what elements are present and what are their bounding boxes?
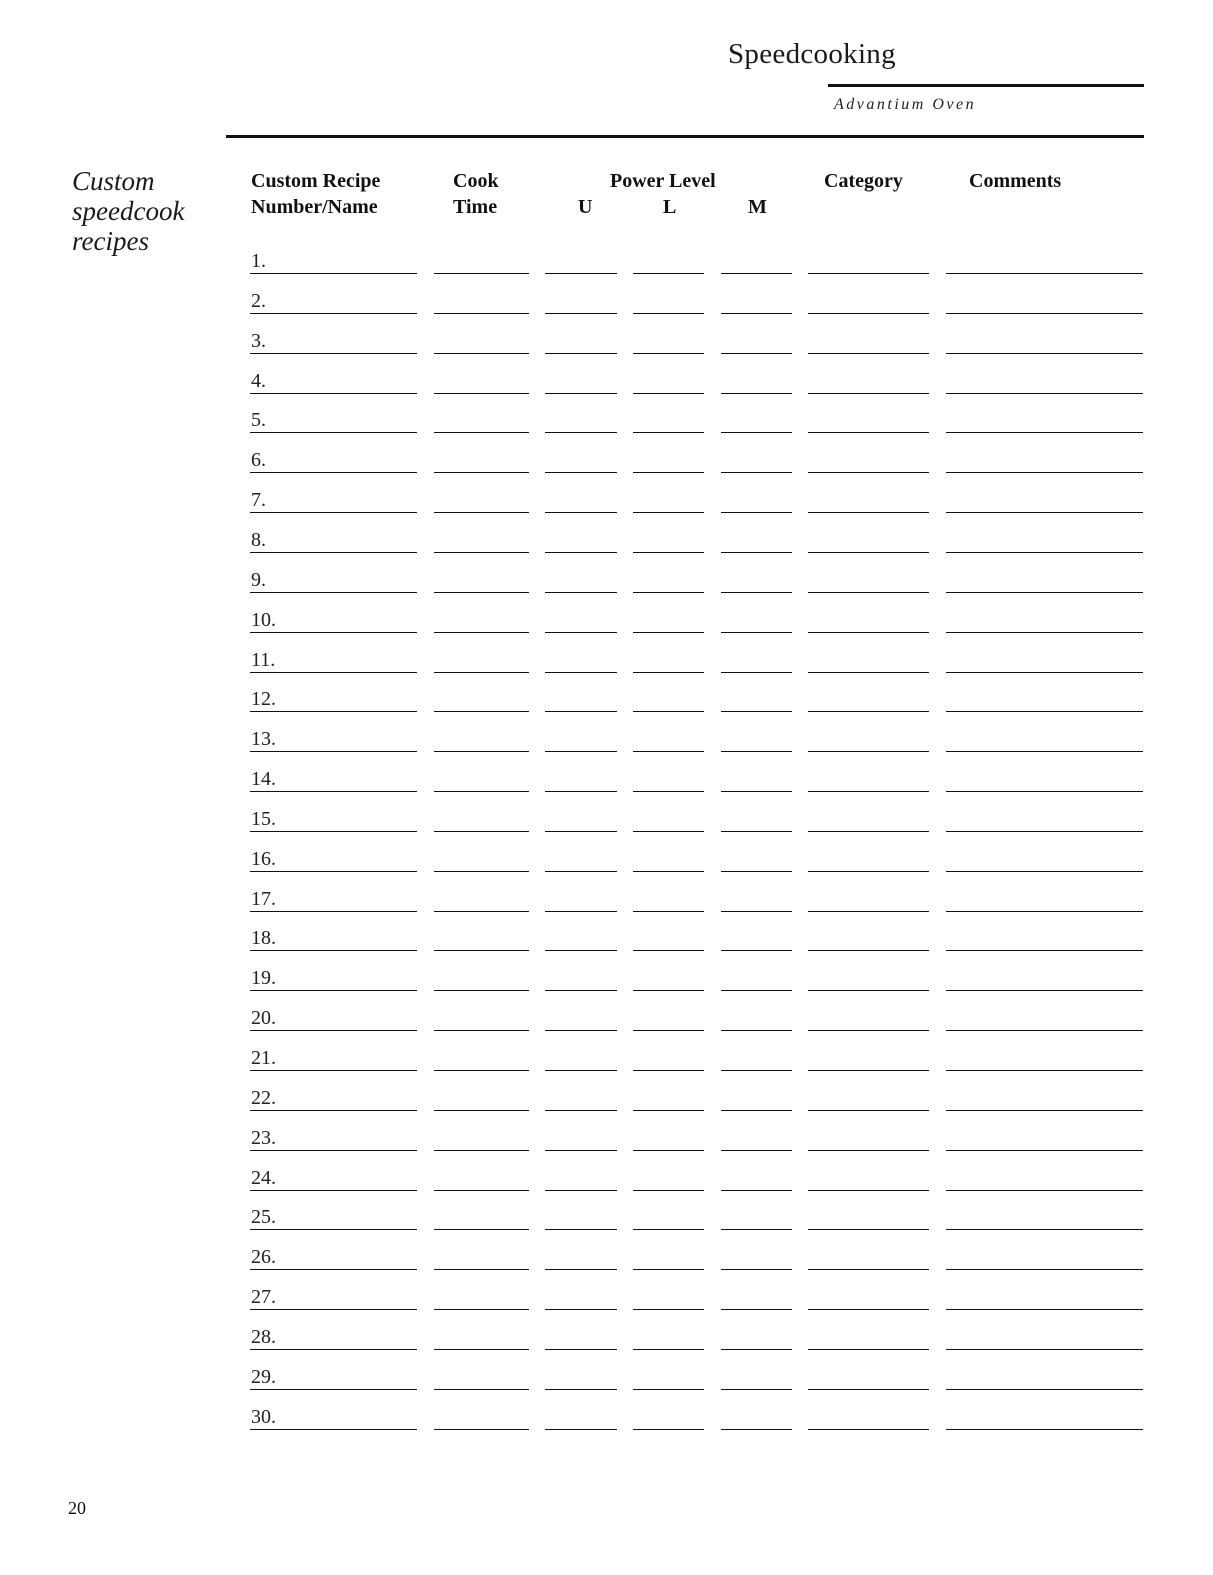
- row-number: 19.: [251, 967, 276, 989]
- power-u-line[interactable]: [545, 472, 617, 473]
- power-l-line[interactable]: [633, 632, 704, 633]
- category-line[interactable]: [808, 1309, 929, 1310]
- power-l-line[interactable]: [633, 273, 704, 274]
- power-m-line[interactable]: [721, 950, 792, 951]
- comments-line[interactable]: [946, 1030, 1143, 1031]
- recipe-name-line[interactable]: [250, 1349, 417, 1350]
- cook-time-line[interactable]: [434, 1070, 529, 1071]
- power-l-line[interactable]: [633, 1190, 704, 1191]
- category-line[interactable]: [808, 1110, 929, 1111]
- page-subtitle: Advantium Oven: [834, 96, 977, 113]
- power-m-line[interactable]: [721, 1110, 792, 1111]
- row-number: 2.: [251, 290, 266, 312]
- comments-line[interactable]: [946, 791, 1143, 792]
- category-line[interactable]: [808, 1389, 929, 1390]
- cook-time-line[interactable]: [434, 472, 529, 473]
- row-number: 10.: [251, 609, 276, 631]
- row-number: 9.: [251, 569, 266, 591]
- recipe-name-line[interactable]: [250, 552, 417, 553]
- power-m-line[interactable]: [721, 552, 792, 553]
- category-line[interactable]: [808, 1150, 929, 1151]
- row-number: 22.: [251, 1087, 276, 1109]
- category-line[interactable]: [808, 871, 929, 872]
- category-line[interactable]: [808, 592, 929, 593]
- power-m-line[interactable]: [721, 273, 792, 274]
- column-header-category: Category: [824, 170, 903, 192]
- recipe-name-line[interactable]: [250, 1389, 417, 1390]
- recipe-name-line[interactable]: [250, 1190, 417, 1191]
- category-line[interactable]: [808, 313, 929, 314]
- power-u-line[interactable]: [545, 711, 617, 712]
- cook-time-line[interactable]: [434, 911, 529, 912]
- power-l-line[interactable]: [633, 672, 704, 673]
- category-line[interactable]: [808, 1190, 929, 1191]
- row-number: 30.: [251, 1406, 276, 1428]
- comments-line[interactable]: [946, 1269, 1143, 1270]
- comments-line[interactable]: [946, 1110, 1143, 1111]
- category-line[interactable]: [808, 1070, 929, 1071]
- comments-line[interactable]: [946, 1309, 1143, 1310]
- power-m-line[interactable]: [721, 1309, 792, 1310]
- power-l-line[interactable]: [633, 1389, 704, 1390]
- comments-line[interactable]: [946, 831, 1143, 832]
- power-m-line[interactable]: [721, 831, 792, 832]
- row-number: 25.: [251, 1206, 276, 1228]
- recipe-name-line[interactable]: [250, 1110, 417, 1111]
- power-m-line[interactable]: [721, 871, 792, 872]
- power-u-line[interactable]: [545, 1190, 617, 1191]
- power-m-line[interactable]: [721, 751, 792, 752]
- row-number: 3.: [251, 330, 266, 352]
- row-number: 23.: [251, 1127, 276, 1149]
- row-number: 24.: [251, 1167, 276, 1189]
- recipe-name-line[interactable]: [250, 472, 417, 473]
- comments-line[interactable]: [946, 353, 1143, 354]
- category-line[interactable]: [808, 990, 929, 991]
- cook-time-line[interactable]: [434, 432, 529, 433]
- recipe-name-line[interactable]: [250, 1030, 417, 1031]
- recipe-name-line[interactable]: [250, 1429, 417, 1430]
- recipe-name-line[interactable]: [250, 791, 417, 792]
- power-m-line[interactable]: [721, 990, 792, 991]
- power-m-line[interactable]: [721, 313, 792, 314]
- power-u-line[interactable]: [545, 1229, 617, 1230]
- cook-time-line[interactable]: [434, 791, 529, 792]
- power-u-line[interactable]: [545, 1429, 617, 1430]
- column-header-cook-line1: Cook: [453, 170, 499, 192]
- power-u-line[interactable]: [545, 1309, 617, 1310]
- row-number: 20.: [251, 1007, 276, 1029]
- category-line[interactable]: [808, 1429, 929, 1430]
- power-m-line[interactable]: [721, 632, 792, 633]
- power-l-line[interactable]: [633, 432, 704, 433]
- category-line[interactable]: [808, 1229, 929, 1230]
- comments-line[interactable]: [946, 432, 1143, 433]
- comments-line[interactable]: [946, 273, 1143, 274]
- recipe-name-line[interactable]: [250, 711, 417, 712]
- power-l-line[interactable]: [633, 711, 704, 712]
- comments-line[interactable]: [946, 871, 1143, 872]
- category-line[interactable]: [808, 791, 929, 792]
- power-l-line[interactable]: [633, 950, 704, 951]
- power-m-line[interactable]: [721, 512, 792, 513]
- cook-time-line[interactable]: [434, 1269, 529, 1270]
- power-m-line[interactable]: [721, 1030, 792, 1031]
- category-line[interactable]: [808, 472, 929, 473]
- recipe-name-line[interactable]: [250, 512, 417, 513]
- comments-line[interactable]: [946, 393, 1143, 394]
- row-number: 14.: [251, 768, 276, 790]
- comments-line[interactable]: [946, 1349, 1143, 1350]
- power-u-line[interactable]: [545, 950, 617, 951]
- row-number: 29.: [251, 1366, 276, 1388]
- row-number: 11.: [251, 649, 276, 671]
- cook-time-line[interactable]: [434, 393, 529, 394]
- category-line[interactable]: [808, 512, 929, 513]
- recipe-name-line[interactable]: [250, 950, 417, 951]
- recipe-name-line[interactable]: [250, 831, 417, 832]
- power-u-line[interactable]: [545, 990, 617, 991]
- power-u-line[interactable]: [545, 751, 617, 752]
- recipe-name-line[interactable]: [250, 1269, 417, 1270]
- comments-line[interactable]: [946, 592, 1143, 593]
- cook-time-line[interactable]: [434, 1190, 529, 1191]
- power-l-line[interactable]: [633, 1030, 704, 1031]
- column-header-power-u: U: [578, 196, 593, 218]
- comments-line[interactable]: [946, 990, 1143, 991]
- recipe-name-line[interactable]: [250, 1229, 417, 1230]
- comments-line[interactable]: [946, 672, 1143, 673]
- cook-time-line[interactable]: [434, 672, 529, 673]
- header-rule: [226, 135, 1144, 138]
- comments-line[interactable]: [946, 751, 1143, 752]
- power-u-line[interactable]: [545, 871, 617, 872]
- category-line[interactable]: [808, 711, 929, 712]
- power-u-line[interactable]: [545, 432, 617, 433]
- recipe-name-line[interactable]: [250, 313, 417, 314]
- recipe-name-line[interactable]: [250, 432, 417, 433]
- power-l-line[interactable]: [633, 1070, 704, 1071]
- power-m-line[interactable]: [721, 393, 792, 394]
- category-line[interactable]: [808, 831, 929, 832]
- category-line[interactable]: [808, 672, 929, 673]
- power-u-line[interactable]: [545, 1030, 617, 1031]
- category-line[interactable]: [808, 1030, 929, 1031]
- power-m-line[interactable]: [721, 711, 792, 712]
- column-header-power-m: M: [748, 196, 767, 218]
- page-title: Speedcooking: [728, 38, 896, 70]
- cook-time-line[interactable]: [434, 1150, 529, 1151]
- cook-time-line[interactable]: [434, 950, 529, 951]
- power-l-line[interactable]: [633, 1229, 704, 1230]
- cook-time-line[interactable]: [434, 353, 529, 354]
- column-header-power-l: L: [663, 196, 677, 218]
- comments-line[interactable]: [946, 512, 1143, 513]
- cook-time-line[interactable]: [434, 512, 529, 513]
- power-u-line[interactable]: [545, 632, 617, 633]
- recipe-name-line[interactable]: [250, 751, 417, 752]
- row-number: 27.: [251, 1286, 276, 1308]
- comments-line[interactable]: [946, 711, 1143, 712]
- power-u-line[interactable]: [545, 1349, 617, 1350]
- power-m-line[interactable]: [721, 592, 792, 593]
- comments-line[interactable]: [946, 1389, 1143, 1390]
- power-m-line[interactable]: [721, 791, 792, 792]
- row-number: 8.: [251, 529, 266, 551]
- cook-time-line[interactable]: [434, 552, 529, 553]
- power-m-line[interactable]: [721, 1150, 792, 1151]
- comments-line[interactable]: [946, 632, 1143, 633]
- page-number: 20: [68, 1498, 86, 1518]
- recipe-name-line[interactable]: [250, 911, 417, 912]
- row-number: 1.: [251, 250, 266, 272]
- cook-time-line[interactable]: [434, 1429, 529, 1430]
- power-u-line[interactable]: [545, 353, 617, 354]
- recipe-name-line[interactable]: [250, 672, 417, 673]
- row-number: 13.: [251, 728, 276, 750]
- cook-time-line[interactable]: [434, 751, 529, 752]
- row-number: 18.: [251, 927, 276, 949]
- cook-time-line[interactable]: [434, 1229, 529, 1230]
- power-l-line[interactable]: [633, 472, 704, 473]
- category-line[interactable]: [808, 432, 929, 433]
- power-u-line[interactable]: [545, 1269, 617, 1270]
- comments-line[interactable]: [946, 1429, 1143, 1430]
- power-l-line[interactable]: [633, 1150, 704, 1151]
- comments-line[interactable]: [946, 552, 1143, 553]
- power-u-line[interactable]: [545, 1150, 617, 1151]
- recipe-name-line[interactable]: [250, 632, 417, 633]
- title-rule: [828, 84, 1144, 87]
- power-u-line[interactable]: [545, 831, 617, 832]
- power-u-line[interactable]: [545, 1110, 617, 1111]
- power-m-line[interactable]: [721, 1389, 792, 1390]
- power-u-line[interactable]: [545, 1070, 617, 1071]
- power-m-line[interactable]: [721, 1269, 792, 1270]
- category-line[interactable]: [808, 393, 929, 394]
- cook-time-line[interactable]: [434, 632, 529, 633]
- recipe-name-line[interactable]: [250, 273, 417, 274]
- power-l-line[interactable]: [633, 313, 704, 314]
- category-line[interactable]: [808, 950, 929, 951]
- recipe-name-line[interactable]: [250, 871, 417, 872]
- cook-time-line[interactable]: [434, 1030, 529, 1031]
- power-m-line[interactable]: [721, 1229, 792, 1230]
- power-u-line[interactable]: [545, 791, 617, 792]
- column-header-comments: Comments: [969, 170, 1062, 192]
- comments-line[interactable]: [946, 1150, 1143, 1151]
- row-number: 21.: [251, 1047, 276, 1069]
- power-l-line[interactable]: [633, 393, 704, 394]
- comments-line[interactable]: [946, 313, 1143, 314]
- cook-time-line[interactable]: [434, 592, 529, 593]
- comments-line[interactable]: [946, 472, 1143, 473]
- column-header-cook-line2: Time: [453, 196, 498, 218]
- power-l-line[interactable]: [633, 512, 704, 513]
- cook-time-line[interactable]: [434, 1389, 529, 1390]
- power-m-line[interactable]: [721, 1070, 792, 1071]
- category-line[interactable]: [808, 632, 929, 633]
- recipe-name-line[interactable]: [250, 990, 417, 991]
- power-m-line[interactable]: [721, 1429, 792, 1430]
- power-l-line[interactable]: [633, 1349, 704, 1350]
- column-header-power-level: Power Level: [610, 170, 716, 192]
- row-number: 15.: [251, 808, 276, 830]
- power-l-line[interactable]: [633, 1110, 704, 1111]
- power-l-line[interactable]: [633, 1429, 704, 1430]
- power-l-line[interactable]: [633, 1309, 704, 1310]
- power-u-line[interactable]: [545, 393, 617, 394]
- power-u-line[interactable]: [545, 313, 617, 314]
- row-number: 7.: [251, 489, 266, 511]
- power-l-line[interactable]: [633, 353, 704, 354]
- comments-line[interactable]: [946, 1070, 1143, 1071]
- power-l-line[interactable]: [633, 592, 704, 593]
- column-header-recipe-line2: Number/Name: [251, 196, 378, 218]
- cook-time-line[interactable]: [434, 1110, 529, 1111]
- row-number: 26.: [251, 1246, 276, 1268]
- power-l-line[interactable]: [633, 871, 704, 872]
- power-m-line[interactable]: [721, 353, 792, 354]
- power-l-line[interactable]: [633, 791, 704, 792]
- recipe-name-line[interactable]: [250, 1309, 417, 1310]
- section-heading: Custom speedcook recipes: [72, 166, 185, 256]
- category-line[interactable]: [808, 552, 929, 553]
- category-line[interactable]: [808, 273, 929, 274]
- power-u-line[interactable]: [545, 672, 617, 673]
- row-number: 6.: [251, 449, 266, 471]
- power-m-line[interactable]: [721, 1190, 792, 1191]
- recipe-name-line[interactable]: [250, 1150, 417, 1151]
- power-l-line[interactable]: [633, 552, 704, 553]
- power-u-line[interactable]: [545, 552, 617, 553]
- cook-time-line[interactable]: [434, 1349, 529, 1350]
- recipe-name-line[interactable]: [250, 1070, 417, 1071]
- row-number: 16.: [251, 848, 276, 870]
- power-m-line[interactable]: [721, 1349, 792, 1350]
- cook-time-line[interactable]: [434, 1309, 529, 1310]
- power-u-line[interactable]: [545, 1389, 617, 1390]
- category-line[interactable]: [808, 353, 929, 354]
- power-m-line[interactable]: [721, 472, 792, 473]
- row-number: 4.: [251, 370, 266, 392]
- row-number: 5.: [251, 409, 266, 431]
- cook-time-line[interactable]: [434, 313, 529, 314]
- recipe-name-line[interactable]: [250, 592, 417, 593]
- cook-time-line[interactable]: [434, 711, 529, 712]
- recipe-name-line[interactable]: [250, 353, 417, 354]
- power-l-line[interactable]: [633, 990, 704, 991]
- comments-line[interactable]: [946, 1190, 1143, 1191]
- power-m-line[interactable]: [721, 432, 792, 433]
- category-line[interactable]: [808, 1349, 929, 1350]
- category-line[interactable]: [808, 1269, 929, 1270]
- cook-time-line[interactable]: [434, 990, 529, 991]
- cook-time-line[interactable]: [434, 871, 529, 872]
- power-l-line[interactable]: [633, 911, 704, 912]
- power-u-line[interactable]: [545, 512, 617, 513]
- power-l-line[interactable]: [633, 1269, 704, 1270]
- power-l-line[interactable]: [633, 831, 704, 832]
- power-m-line[interactable]: [721, 911, 792, 912]
- column-header-recipe-line1: Custom Recipe: [251, 170, 381, 192]
- cook-time-line[interactable]: [434, 273, 529, 274]
- recipe-name-line[interactable]: [250, 393, 417, 394]
- cook-time-line[interactable]: [434, 831, 529, 832]
- category-line[interactable]: [808, 751, 929, 752]
- row-number: 17.: [251, 888, 276, 910]
- row-number: 28.: [251, 1326, 276, 1348]
- category-line[interactable]: [808, 911, 929, 912]
- power-u-line[interactable]: [545, 592, 617, 593]
- power-m-line[interactable]: [721, 672, 792, 673]
- power-u-line[interactable]: [545, 911, 617, 912]
- comments-line[interactable]: [946, 911, 1143, 912]
- row-number: 12.: [251, 688, 276, 710]
- comments-line[interactable]: [946, 1229, 1143, 1230]
- power-l-line[interactable]: [633, 751, 704, 752]
- comments-line[interactable]: [946, 950, 1143, 951]
- power-u-line[interactable]: [545, 273, 617, 274]
